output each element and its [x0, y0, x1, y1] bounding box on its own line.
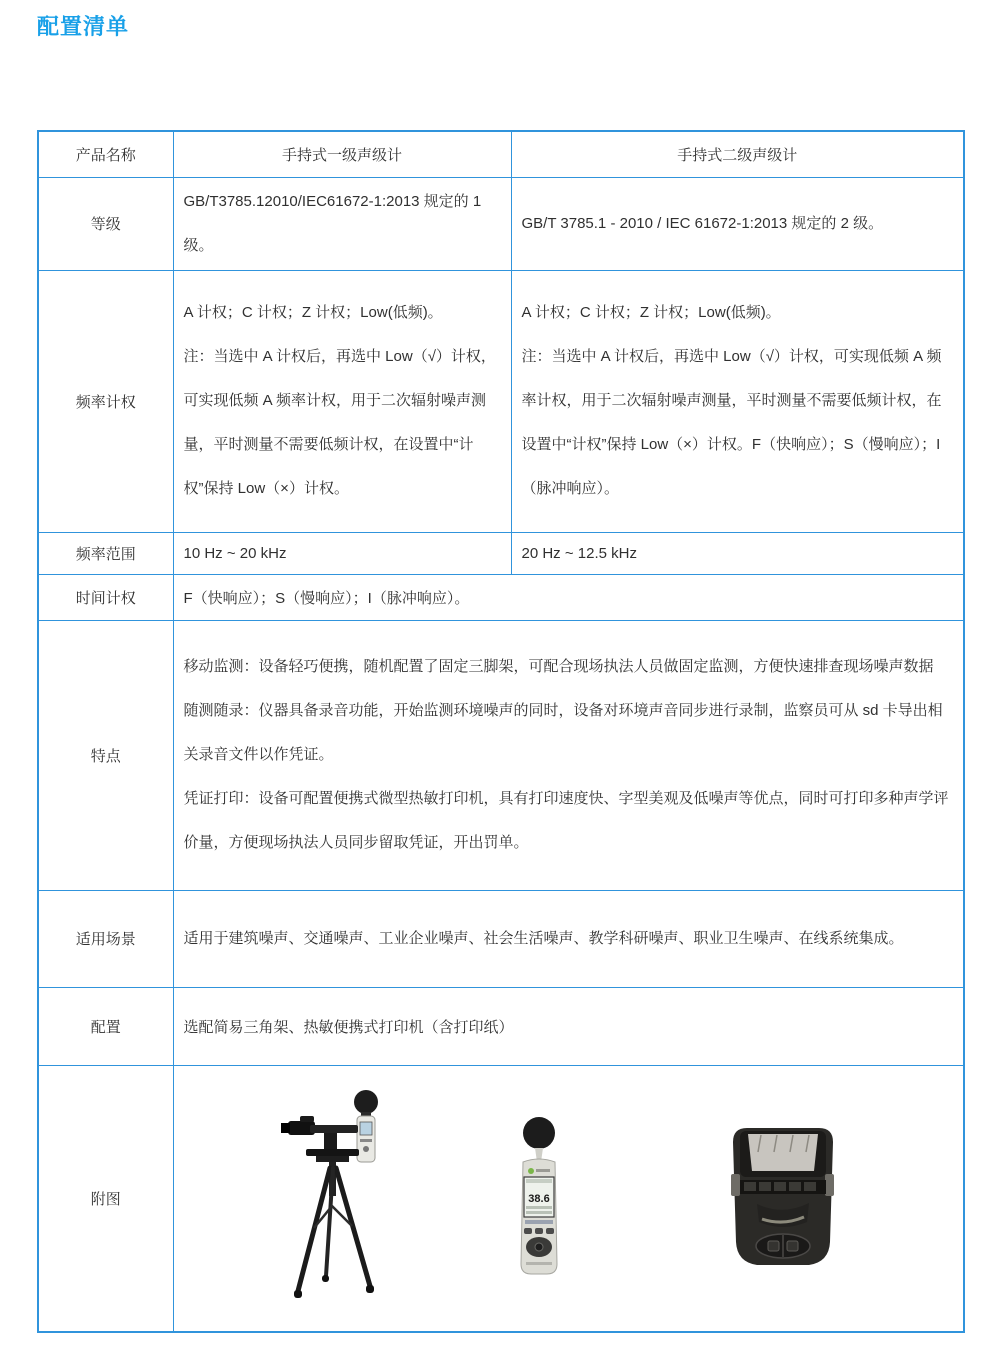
figures-cell: [173, 1065, 964, 1332]
row-label-scenarios: 适用场景: [38, 890, 173, 987]
grade-product2-cell: GB/T 3785.1 - 2010 / IEC 61672-1:2013 规定的 2 级。: [511, 177, 964, 270]
table-row: [38, 1065, 964, 1332]
feature-mobile-monitoring-text: 移动监测：设备轻巧便携，随机配置了固定三脚架，可配合现场执法人员做固定监测，方便快速排查现场噪声数据: [183, 658, 934, 675]
weighting-note-text: 注：当选中 A 计权后，再选中 Low（√）计权，可实现低频 A 频率计权，用于二次辐射噪声测量，平时测量不需要低频计权，在设置中“计权”保持 Low（×）计权。F（快响应）；S（慢响应）；I（脉冲响应）。: [521, 348, 942, 497]
table-row: [38, 987, 964, 1065]
weighting-modes-text: A 计权；C 计权；Z 计权；Low(低频)。: [521, 304, 781, 321]
config-cell: 选配简易三角架、热敏便携式打印机（含打印纸）: [173, 987, 964, 1065]
table-row: [38, 620, 964, 890]
frequency-weighting-product1-cell: [173, 270, 511, 532]
row-label-features: 特点: [38, 620, 173, 890]
grade-product1-cell: GB/T3785.12010/IEC61672-1:2013 规定的 1 级。: [173, 177, 511, 270]
scenarios-cell: 适用于建筑噪声、交通噪声、工业企业噪声、社会生活噪声、教学科研噪声、职业卫生噪声、在线系统集成。: [173, 890, 964, 987]
frequency-range-product2-cell: 20 Hz ~ 12.5 kHz: [511, 532, 964, 574]
table-row: [38, 890, 964, 987]
frequency-range-product1-cell: 10 Hz ~ 20 kHz: [173, 532, 511, 574]
header-cell-product2: 手持式二级声级计: [511, 131, 964, 177]
row-label-grade: 等级: [38, 177, 173, 270]
table-row: [38, 574, 964, 620]
portable-thermal-printer-image: [717, 1122, 849, 1274]
header-cell-product-name: 产品名称: [38, 131, 173, 177]
handheld-sound-level-meter-image: [511, 1116, 567, 1281]
row-label-time-weighting: 时间计权: [38, 574, 173, 620]
meter-display-value: 38.6: [527, 1192, 550, 1205]
header-cell-product1: 手持式一级声级计: [173, 131, 511, 177]
spec-table: [37, 130, 965, 1333]
page-title: 配置清单: [37, 14, 130, 39]
row-label-frequency-range: 频率范围: [38, 532, 173, 574]
row-label-config: 配置: [38, 987, 173, 1065]
feature-printing-text: 凭证打印：设备可配置便携式微型热敏打印机，具有打印速度快、字型美观及低噪声等优点，同时可打印多种声学评价量，方便现场执法人员同步留取凭证，开出罚单。: [183, 790, 949, 851]
feature-recording-text: 随测随录：仪器具备录音功能，开始监测环境噪声的同时，设备对环境声音同步进行录制，监察员可从 sd 卡导出相关录音文件以作凭证。: [183, 702, 943, 763]
row-label-frequency-weighting: 频率计权: [38, 270, 173, 532]
weighting-modes-text: A 计权；C 计权；Z 计权；Low(低频)。: [183, 304, 443, 321]
table-row: [38, 177, 964, 270]
figures-container: [184, 1068, 954, 1330]
frequency-weighting-product2-cell: [511, 270, 964, 532]
row-label-figures: 附图: [38, 1065, 173, 1332]
table-row: [38, 270, 964, 532]
table-row: [38, 131, 964, 177]
table-row: [38, 532, 964, 574]
tripod-mounted-sound-level-meter-image: [280, 1088, 385, 1308]
weighting-note-text: 注：当选中 A 计权后，再选中 Low（√）计权，可实现低频 A 频率计权，用于二次辐射噪声测量，平时测量不需要低频计权，在设置中“计权”保持 Low（×）计权。: [183, 348, 496, 497]
time-weighting-cell: F（快响应）；S（慢响应）；I（脉冲响应）。: [173, 574, 964, 620]
features-cell: [173, 620, 964, 890]
